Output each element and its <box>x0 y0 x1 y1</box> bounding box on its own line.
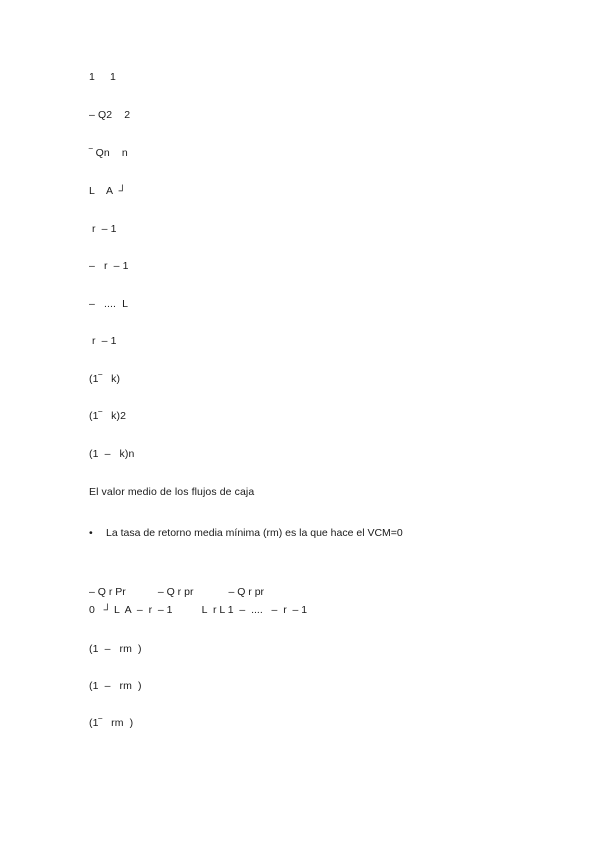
denominator-2: (1 – rm ) <box>89 680 142 692</box>
denominator-3: (1‾ rm ) <box>89 717 134 729</box>
formula-line-4: L A ┘ <box>89 185 127 197</box>
bullet-text: La tasa de retorno media mínima (rm) es la que hace el VCM=0 <box>106 527 403 539</box>
formula-line-7: – .... L <box>89 298 129 310</box>
formula-line-3: ‾ Qn n <box>89 147 128 159</box>
formula-row-1: – Q r Pr – Q r pr – Q r pr <box>89 586 265 598</box>
bullet-marker: • <box>89 527 93 539</box>
formula-line-1: 1 1 <box>89 71 116 83</box>
formula-line-2: – Q2 2 <box>89 109 131 121</box>
denominator-1: (1 – rm ) <box>89 643 142 655</box>
formula-line-11: (1 – k)n <box>89 448 135 460</box>
section-text: El valor medio de los flujos de caja <box>89 486 255 498</box>
formula-line-9: (1‾ k) <box>89 373 121 385</box>
formula-line-10: (1‾ k)2 <box>89 410 127 422</box>
formula-row-2: 0 ┘ L A – r – 1 L r L 1 – .... – r – 1 <box>89 604 308 616</box>
formula-line-6: – r – 1 <box>89 260 129 272</box>
formula-line-8: r – 1 <box>89 335 117 347</box>
bullet-item <box>89 527 403 540</box>
formula-line-5: r – 1 <box>89 223 117 235</box>
